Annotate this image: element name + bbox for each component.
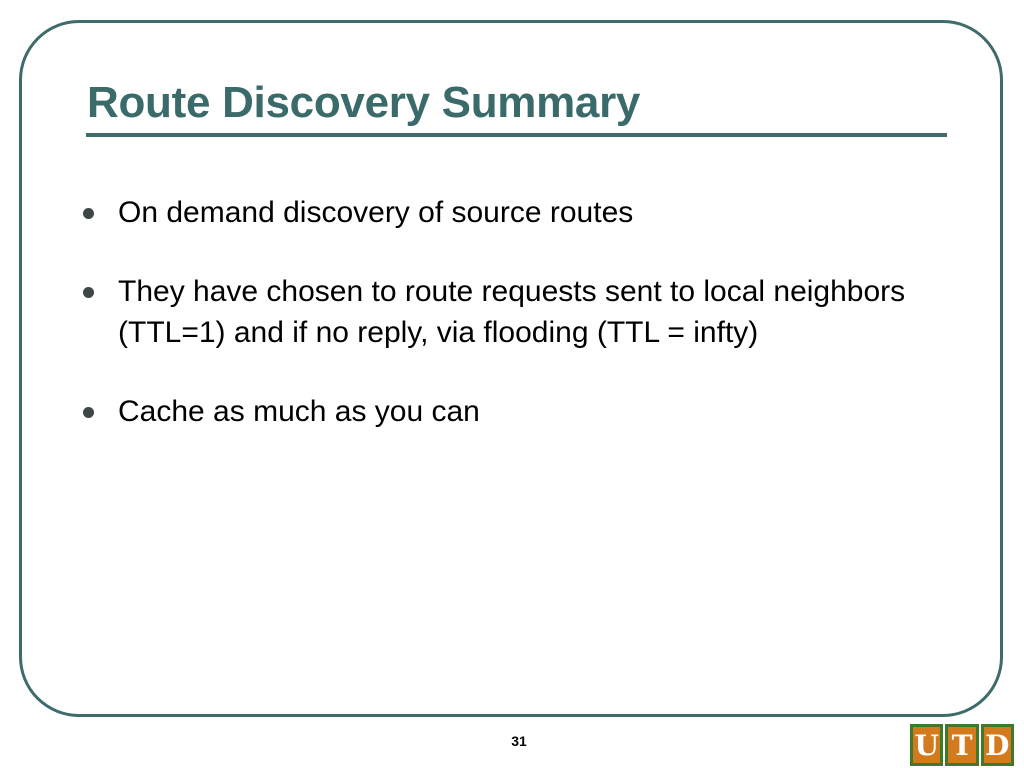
title-underline <box>86 133 947 137</box>
bullet-dot-icon <box>83 287 94 298</box>
logo-letter: U <box>910 724 943 766</box>
logo-letter: T <box>945 724 978 766</box>
utd-logo <box>910 724 1014 766</box>
bullet-dot-icon <box>83 407 94 418</box>
page-number: 31 <box>511 733 527 749</box>
bullet-text: They have chosen to route requests sent to local neighbors (TTL=1) and if no reply, via flooding (TTL = infty) <box>118 275 906 349</box>
bullet-item <box>80 391 940 432</box>
bullet-list <box>80 192 940 470</box>
bullet-text: Cache as much as you can <box>118 395 480 428</box>
bullet-text: On demand discovery of source routes <box>118 196 634 229</box>
bullet-item <box>80 271 940 353</box>
slide-title: Route Discovery Summary <box>87 78 641 127</box>
bullet-item <box>80 192 940 233</box>
bullet-dot-icon <box>83 208 94 219</box>
logo-letter: D <box>981 724 1014 766</box>
